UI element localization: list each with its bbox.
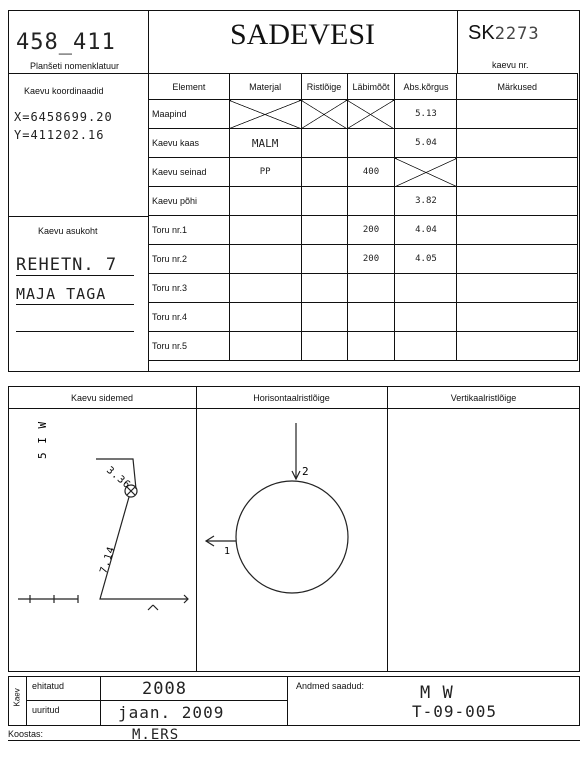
pipe-label-1: 1 [224, 546, 232, 557]
row-labimoot: 200 [347, 216, 395, 245]
nomenclature-label: Planšeti nomenklatuur [30, 61, 120, 71]
crossed-cell [347, 100, 395, 129]
horizontal-section-sketch [196, 409, 387, 670]
andmed-value-1: M W [420, 683, 454, 703]
row-abs: 5.13 [395, 100, 457, 129]
row-element: Toru nr.4 [149, 303, 230, 332]
row-materjal: PP [229, 158, 301, 187]
row-markused [457, 129, 578, 158]
crossed-cell [229, 100, 301, 129]
row-element: Maapind [149, 100, 230, 129]
row-labimoot: 200 [347, 245, 395, 274]
row-abs: 3.82 [395, 187, 457, 216]
row-ristloige [301, 245, 347, 274]
header-ristloige: Ristlõige [301, 74, 347, 100]
coord-y: Y=411202.16 [14, 128, 105, 142]
row-markused [457, 216, 578, 245]
location-line2: MAJA TAGA [16, 285, 107, 303]
row-materjal [229, 216, 301, 245]
well-prefix: SK [468, 22, 495, 44]
coord-x: X=6458699.20 [14, 110, 113, 124]
row-abs: 4.04 [395, 216, 457, 245]
panel-vertikaal-title: Vertikaalristlõige [450, 393, 517, 403]
ehitatud-label: ehitatud [32, 681, 65, 691]
nomenclature-value: 458_411 [16, 30, 116, 55]
table-row [149, 129, 578, 158]
panel-sidemed-title: Kaevu sidemed [70, 393, 134, 403]
element-table [148, 73, 578, 361]
table-row [149, 245, 578, 274]
row-labimoot [347, 129, 395, 158]
well-number-value: 2273 [494, 24, 540, 44]
table-row [149, 187, 578, 216]
table-row [149, 274, 578, 303]
sketch-label: 5 I W [36, 420, 49, 459]
uuritud-value: jaan. 2009 [118, 703, 225, 722]
pipe-label-2: 2 [302, 465, 310, 478]
row-element: Toru nr.2 [149, 245, 230, 274]
row-labimoot [347, 187, 395, 216]
table-row [149, 216, 578, 245]
page-title: SADEVESI [229, 18, 375, 51]
header-markused: Märkused [457, 74, 578, 100]
header-abs: Abs.kõrgus [395, 74, 457, 100]
table-row [149, 332, 578, 361]
table-row [149, 158, 578, 187]
table-row [149, 100, 578, 129]
row-labimoot: 400 [347, 158, 395, 187]
well-circle [236, 481, 348, 593]
location-sketch [8, 409, 196, 670]
row-element: Kaevu põhi [149, 187, 230, 216]
well-number [468, 22, 540, 45]
header-labimoot: Läbimõõt [347, 74, 395, 100]
row-materjal [229, 187, 301, 216]
row-element: Kaevu kaas [149, 129, 230, 158]
row-markused [457, 187, 578, 216]
table-row [149, 303, 578, 332]
row-ristloige [301, 129, 347, 158]
sketch-dim-2: 7.14 [98, 544, 118, 575]
location-label: Kaevu asukoht [38, 226, 98, 236]
row-markused [457, 245, 578, 274]
crossed-cell [301, 100, 347, 129]
row-markused [457, 158, 578, 187]
row-element: Kaevu seinad [149, 158, 230, 187]
well-label: kaevu nr. [492, 60, 529, 70]
row-element: Toru nr.5 [149, 332, 230, 361]
row-materjal [229, 245, 301, 274]
crossed-cell [395, 158, 457, 187]
row-element: Toru nr.1 [149, 216, 230, 245]
row-markused [457, 100, 578, 129]
koostas-value: M.ERS [132, 727, 180, 743]
row-materjal: MALM [229, 129, 301, 158]
header-materjal: Materjal [229, 74, 301, 100]
row-element: Toru nr.3 [149, 274, 230, 303]
koostas-label: Koostas: [8, 729, 44, 739]
location-line1: REHETN. 7 [16, 255, 118, 275]
row-ristloige [301, 187, 347, 216]
header-element: Element [149, 74, 230, 100]
sketch-dim-1: 3.36 [104, 464, 133, 492]
andmed-label: Andmed saadud: [296, 681, 365, 691]
ehitatud-value: 2008 [142, 679, 187, 699]
row-ristloige [301, 158, 347, 187]
kaev-label: Kaev [12, 688, 22, 707]
andmed-value-2: T-09-005 [412, 702, 498, 721]
coords-label: Kaevu koordinaadid [24, 86, 104, 96]
row-abs: 4.05 [395, 245, 457, 274]
row-ristloige [301, 216, 347, 245]
row-abs: 5.04 [395, 129, 457, 158]
uuritud-label: uuritud [32, 705, 60, 715]
panel-horisontaal-title: Horisontaalristlõige [253, 393, 330, 403]
